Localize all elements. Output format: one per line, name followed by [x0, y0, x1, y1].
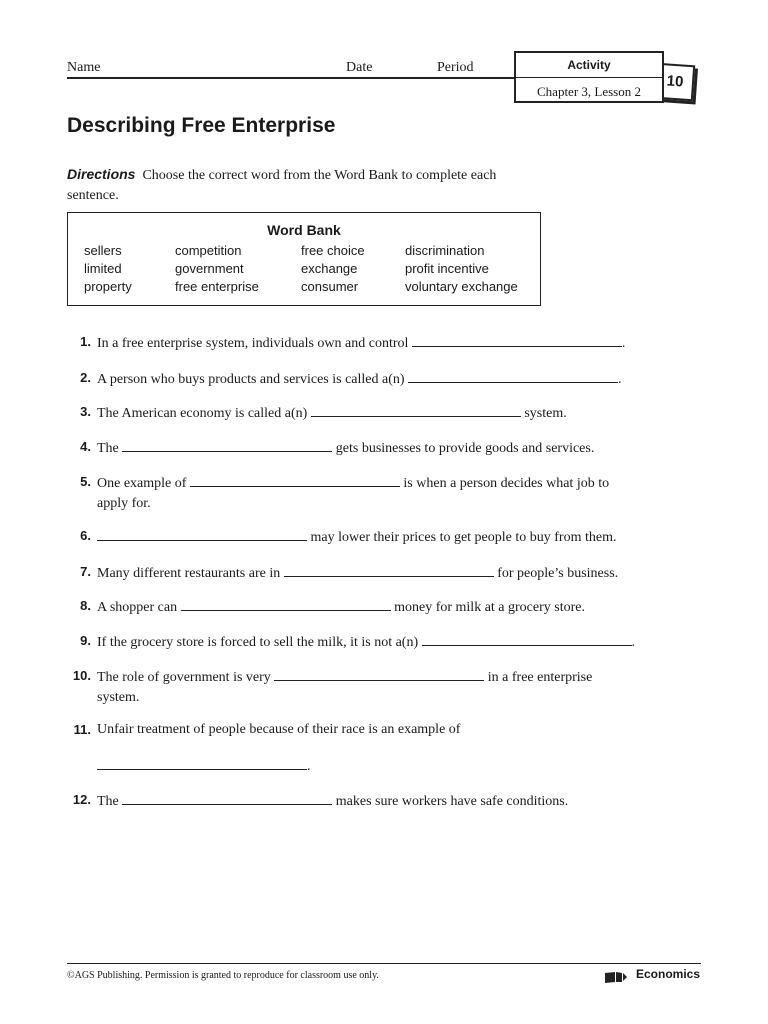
word-bank-word: competition [175, 243, 242, 258]
question-text-end: makes sure workers have safe conditions. [335, 794, 569, 809]
question-number: 2. [80, 370, 91, 385]
answer-blank[interactable] [190, 472, 400, 487]
word-bank-word: consumer [301, 279, 359, 294]
question-6 [67, 526, 667, 548]
word-bank-word: property [84, 279, 132, 294]
question-text: Unfair treatment of people because of their race is an example of [97, 722, 461, 737]
activity-box [514, 51, 664, 103]
question-3 [67, 402, 667, 424]
question-number: 6. [80, 528, 91, 543]
question-number: 11. [73, 722, 91, 737]
question-7 [67, 562, 667, 584]
question-11 [67, 720, 667, 777]
name-label: Name [67, 60, 101, 75]
question-text-end: . [618, 372, 622, 387]
question-text: A person who buys products and services is called a(n) [97, 372, 405, 387]
subject-label: Economics [636, 967, 701, 981]
question-text: The role of government is very [97, 670, 271, 685]
directions [67, 164, 507, 206]
question-text: A shopper can [97, 600, 178, 615]
question-1 [67, 332, 667, 354]
copyright-notice: ©AGS Publishing. Permission is granted to reproduce for classroom use only. [67, 970, 379, 981]
word-bank [67, 212, 541, 306]
question-text-end: gets businesses to provide goods and services. [335, 441, 595, 456]
question-text-end: in a free enterprise system. [97, 670, 593, 705]
question-number: 4. [80, 439, 91, 454]
date-label: Date [346, 60, 373, 75]
question-text: The [97, 794, 119, 809]
question-text: The American economy is called a(n) [97, 406, 308, 421]
question-number: 9. [80, 633, 91, 648]
word-bank-word: discrimination [405, 243, 485, 258]
question-text-end: . [621, 336, 626, 351]
question-number: 1. [80, 334, 91, 349]
word-bank-column [84, 242, 132, 296]
word-bank-word: free enterprise [175, 279, 259, 294]
question-text: If the grocery store is forced to sell the milk, it is not a(n) [97, 635, 419, 650]
word-bank-word: sellers [84, 243, 122, 258]
question-text-end: . [307, 759, 311, 774]
question-text-end: money for milk at a grocery store. [394, 600, 585, 615]
word-bank-word: profit incentive [405, 261, 489, 276]
answer-blank[interactable] [422, 631, 632, 646]
answer-blank[interactable] [311, 402, 521, 417]
page-title: Describing Free Enterprise [67, 114, 336, 137]
question-text: In a free enterprise system, individuals own and control [97, 336, 409, 351]
question-number: 3. [80, 404, 91, 419]
activity-number: 10 [666, 72, 684, 91]
question-number: 7. [80, 564, 91, 579]
question-text-end: . [631, 635, 636, 650]
answer-blank[interactable] [408, 368, 618, 383]
answer-blank[interactable] [122, 437, 332, 452]
book-icon [604, 970, 628, 984]
word-bank-title: Word Bank [267, 222, 341, 238]
question-number: 10. [72, 668, 91, 683]
question-12 [67, 790, 667, 812]
word-bank-column [175, 242, 259, 296]
word-bank-column [405, 242, 518, 296]
header-rule [67, 77, 515, 79]
question-text-end: is when a person decides what job to apply for. [97, 476, 610, 511]
activity-label: Activity [567, 58, 611, 72]
chapter-lesson: Chapter 3, Lesson 2 [537, 84, 641, 99]
answer-blank[interactable] [122, 790, 332, 805]
question-text-end: may lower their prices to get people to buy from them. [310, 530, 617, 545]
word-bank-word: voluntary exchange [405, 279, 518, 294]
question-number: 12. [72, 792, 91, 807]
word-bank-word: government [175, 261, 244, 276]
directions-text: Choose the correct word from the Word Bank to complete each sentence. [67, 168, 497, 203]
question-4 [67, 437, 667, 459]
question-text: The [97, 441, 119, 456]
question-text-end: for people’s business. [497, 566, 619, 581]
period-label: Period [437, 60, 474, 75]
word-bank-word: free choice [301, 243, 365, 258]
word-bank-word: limited [84, 261, 122, 276]
footer-rule [67, 963, 701, 964]
question-8 [67, 596, 667, 618]
answer-blank[interactable] [97, 755, 307, 770]
word-bank-column [301, 242, 365, 296]
answer-blank[interactable] [274, 666, 484, 681]
question-text: Many different restaurants are in [97, 566, 281, 581]
question-5 [67, 472, 642, 514]
question-2 [67, 368, 667, 390]
question-number: 8. [80, 598, 91, 613]
answer-blank[interactable] [97, 526, 307, 541]
word-bank-word: exchange [301, 261, 358, 276]
answer-blank[interactable] [284, 562, 494, 577]
question-number: 5. [80, 474, 91, 489]
question-text-end: system. [524, 406, 567, 421]
question-9 [67, 631, 667, 653]
directions-label: Directions [67, 166, 136, 182]
question-10 [67, 666, 597, 708]
answer-blank[interactable] [181, 596, 391, 611]
answer-blank[interactable] [412, 332, 622, 347]
question-text: One example of [97, 476, 187, 491]
activity-divider [516, 77, 662, 78]
